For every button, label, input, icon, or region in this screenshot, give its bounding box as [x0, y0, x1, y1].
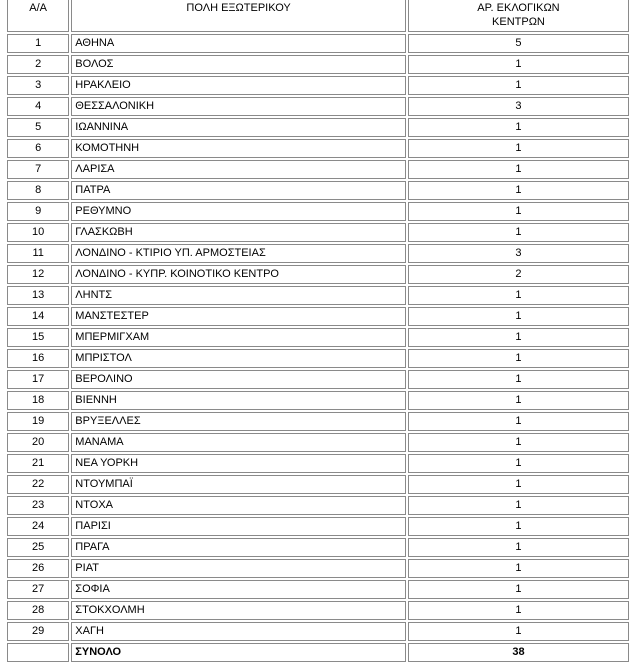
row-city: ΒΡΥΞΕΛΛΕΣ	[71, 412, 406, 431]
row-aa: 11	[7, 244, 69, 263]
row-count: 1	[408, 391, 629, 410]
row-count: 3	[408, 97, 629, 116]
row-aa: 18	[7, 391, 69, 410]
row-aa: 17	[7, 370, 69, 389]
row-city: ΛΑΡΙΣΑ	[71, 160, 406, 179]
row-city: ΣΤΟΚΧΟΛΜΗ	[71, 601, 406, 620]
row-aa: 14	[7, 307, 69, 326]
row-count: 1	[408, 349, 629, 368]
total-count: 38	[408, 643, 629, 662]
table-row	[7, 580, 629, 599]
row-aa: 10	[7, 223, 69, 242]
table-row	[7, 391, 629, 410]
row-aa: 12	[7, 265, 69, 284]
row-aa: 24	[7, 517, 69, 536]
row-aa: 5	[7, 118, 69, 137]
row-count: 5	[408, 34, 629, 53]
row-aa: 6	[7, 139, 69, 158]
row-city: ΛΟΝΔΙΝΟ - ΚΥΠΡ. ΚΟΙΝΟΤΙΚΟ ΚΕΝΤΡΟ	[71, 265, 406, 284]
row-count: 1	[408, 412, 629, 431]
row-city: ΜΠΡΙΣΤΟΛ	[71, 349, 406, 368]
row-count: 1	[408, 580, 629, 599]
row-city: ΡΕΘΥΜΝΟ	[71, 202, 406, 221]
row-count: 1	[408, 454, 629, 473]
row-city: ΜΠΕΡΜΙΓΧΑΜ	[71, 328, 406, 347]
table-row	[7, 286, 629, 305]
row-aa: 15	[7, 328, 69, 347]
row-city: ΒΙΕΝΝΗ	[71, 391, 406, 410]
row-count: 1	[408, 538, 629, 557]
table-row	[7, 370, 629, 389]
row-count: 1	[408, 202, 629, 221]
header-count-line1: ΑΡ. ΕΚΛΟΓΙΚΩΝ	[477, 2, 560, 14]
table-header-row	[7, 0, 629, 32]
row-city: ΘΕΣΣΑΛΟΝΙΚΗ	[71, 97, 406, 116]
row-count: 1	[408, 328, 629, 347]
table-row	[7, 76, 629, 95]
row-aa: 25	[7, 538, 69, 557]
row-count: 1	[408, 496, 629, 515]
row-aa: 22	[7, 475, 69, 494]
row-aa: 8	[7, 181, 69, 200]
table-row	[7, 139, 629, 158]
row-city: ΓΛΑΣΚΩΒΗ	[71, 223, 406, 242]
row-count: 1	[408, 76, 629, 95]
row-city: ΠΑΤΡΑ	[71, 181, 406, 200]
table-row	[7, 475, 629, 494]
row-aa: 16	[7, 349, 69, 368]
table-row	[7, 412, 629, 431]
row-aa: 21	[7, 454, 69, 473]
table-row	[7, 265, 629, 284]
row-aa: 4	[7, 97, 69, 116]
header-aa: Α/Α	[7, 0, 69, 32]
row-count: 1	[408, 370, 629, 389]
table-row	[7, 433, 629, 452]
table-row	[7, 538, 629, 557]
row-aa: 27	[7, 580, 69, 599]
row-aa: 28	[7, 601, 69, 620]
row-aa: 26	[7, 559, 69, 578]
header-count-line2: ΚΕΝΤΡΩΝ	[492, 16, 545, 28]
table-row	[7, 622, 629, 641]
row-city: ΧΑΓΗ	[71, 622, 406, 641]
row-city: ΛΗΝΤΣ	[71, 286, 406, 305]
row-count: 3	[408, 244, 629, 263]
row-count: 1	[408, 223, 629, 242]
row-city: ΝΤΟΥΜΠΑΪ	[71, 475, 406, 494]
row-count: 1	[408, 517, 629, 536]
table-row	[7, 307, 629, 326]
table-body	[7, 0, 629, 662]
row-city: ΑΘΗΝΑ	[71, 34, 406, 53]
row-aa: 29	[7, 622, 69, 641]
row-city: ΣΟΦΙΑ	[71, 580, 406, 599]
row-city: ΚΟΜΟΤΗΝΗ	[71, 139, 406, 158]
row-count: 1	[408, 433, 629, 452]
table-row	[7, 34, 629, 53]
row-aa: 2	[7, 55, 69, 74]
table-row	[7, 349, 629, 368]
table-row	[7, 601, 629, 620]
header-city: ΠΟΛΗ ΕΞΩΤΕΡΙΚΟΥ	[71, 0, 406, 32]
row-city: ΝΕΑ ΥΟΡΚΗ	[71, 454, 406, 473]
table-row	[7, 223, 629, 242]
row-city: ΡΙΑΤ	[71, 559, 406, 578]
row-count: 1	[408, 286, 629, 305]
row-city: ΝΤΟΧΑ	[71, 496, 406, 515]
row-count: 1	[408, 475, 629, 494]
row-city: ΙΩΑΝΝΙΝΑ	[71, 118, 406, 137]
row-count: 1	[408, 307, 629, 326]
table-row	[7, 160, 629, 179]
table-row	[7, 328, 629, 347]
row-count: 1	[408, 55, 629, 74]
row-aa: 9	[7, 202, 69, 221]
total-row	[7, 643, 629, 662]
row-city: ΒΟΛΟΣ	[71, 55, 406, 74]
polling-centers-table	[5, 0, 631, 664]
row-city: ΜΑΝΑΜΑ	[71, 433, 406, 452]
table-row	[7, 559, 629, 578]
row-city: ΗΡΑΚΛΕΙΟ	[71, 76, 406, 95]
total-label: ΣΥΝΟΛΟ	[71, 643, 406, 662]
row-count: 1	[408, 118, 629, 137]
table-row	[7, 118, 629, 137]
row-count: 1	[408, 601, 629, 620]
row-aa: 3	[7, 76, 69, 95]
row-count: 1	[408, 181, 629, 200]
row-count: 1	[408, 622, 629, 641]
row-count: 2	[408, 265, 629, 284]
header-count	[408, 0, 629, 32]
row-city: ΒΕΡΟΛΙΝΟ	[71, 370, 406, 389]
row-aa: 23	[7, 496, 69, 515]
table-row	[7, 202, 629, 221]
table-row	[7, 181, 629, 200]
row-city: ΛΟΝΔΙΝΟ - ΚΤΙΡΙΟ ΥΠ. ΑΡΜΟΣΤΕΙΑΣ	[71, 244, 406, 263]
row-aa: 1	[7, 34, 69, 53]
table-row	[7, 517, 629, 536]
row-aa: 13	[7, 286, 69, 305]
table-row	[7, 97, 629, 116]
row-aa: 20	[7, 433, 69, 452]
row-city: ΠΑΡΙΣΙ	[71, 517, 406, 536]
table-row	[7, 496, 629, 515]
row-aa: 19	[7, 412, 69, 431]
row-aa: 7	[7, 160, 69, 179]
row-count: 1	[408, 559, 629, 578]
table-row	[7, 454, 629, 473]
row-count: 1	[408, 160, 629, 179]
table-row	[7, 244, 629, 263]
table-row	[7, 55, 629, 74]
row-count: 1	[408, 139, 629, 158]
total-aa-empty	[7, 643, 69, 662]
row-city: ΠΡΑΓΑ	[71, 538, 406, 557]
row-city: ΜΑΝΣΤΕΣΤΕΡ	[71, 307, 406, 326]
